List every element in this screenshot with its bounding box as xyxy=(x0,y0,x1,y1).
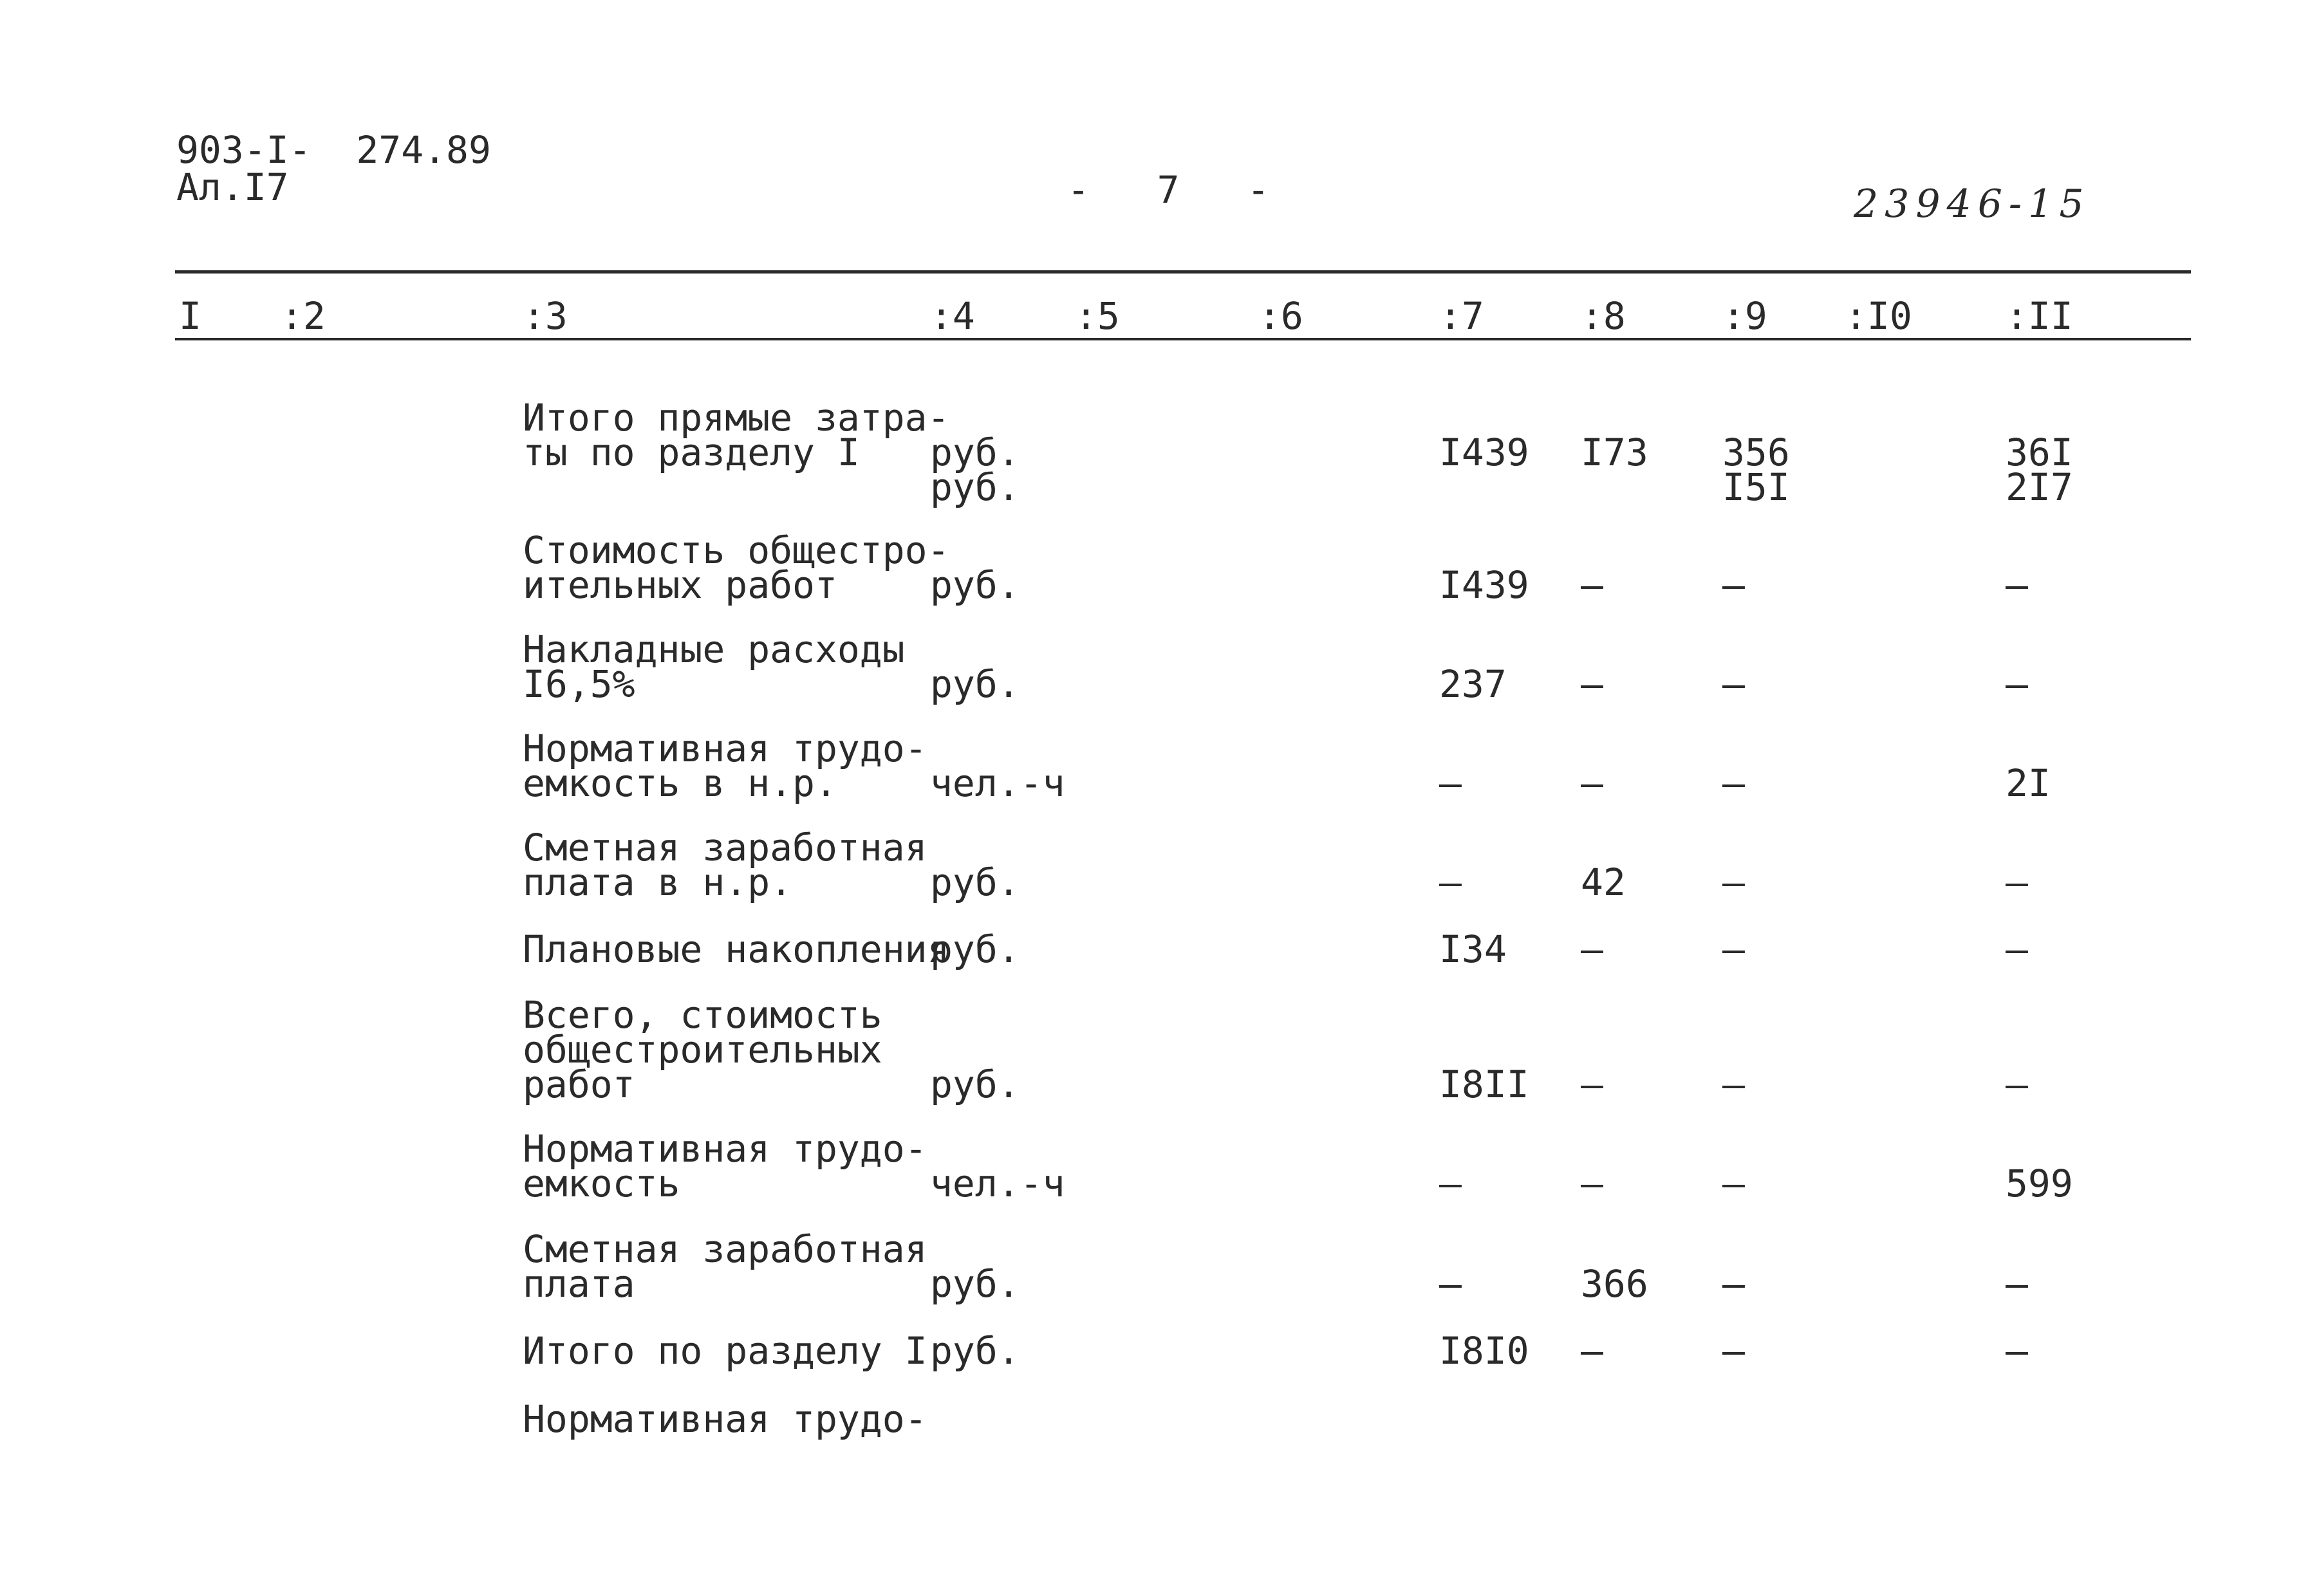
row-value-col11: – xyxy=(2006,1262,2028,1306)
column-header-9: :9 xyxy=(1722,294,1767,338)
row-description: Накладные расходы I6,5% xyxy=(523,627,905,706)
row-value-col9: – xyxy=(1722,860,1745,904)
row-description: Нормативная трудо- емкость xyxy=(523,1127,927,1205)
row-value-col9: 356 I5I xyxy=(1722,431,1790,509)
row-value-col7: – xyxy=(1439,1262,1462,1306)
row-value-col7: I8I0 xyxy=(1439,1329,1529,1373)
row-unit: чел.-ч xyxy=(930,1162,1065,1205)
row-description: Плановые накопления xyxy=(523,927,950,971)
column-header-4: :4 xyxy=(930,294,975,338)
row-description: Сметная заработная плата в н.р. xyxy=(523,826,927,904)
row-value-col11: 36I 2I7 xyxy=(2006,431,2073,509)
row-value-col9: – xyxy=(1722,662,1745,706)
row-value-col8: – xyxy=(1581,1329,1603,1373)
row-unit: руб. xyxy=(930,1262,1020,1306)
handwritten-inventory-number: 23946-15 xyxy=(1854,181,2091,227)
row-description: Стоимость общестро- ительных работ xyxy=(523,528,950,607)
row-value-col8: – xyxy=(1581,927,1603,971)
page-number: - 7 - xyxy=(1067,168,1270,212)
row-value-col7: I439 xyxy=(1439,431,1529,474)
row-unit: руб. xyxy=(930,563,1020,607)
row-value-col8: – xyxy=(1581,761,1603,805)
row-value-col7: I34 xyxy=(1439,927,1507,971)
document-code: 903-I- 274.89 xyxy=(176,128,491,172)
row-value-col8: – xyxy=(1581,1162,1603,1205)
row-value-col11: 599 xyxy=(2006,1162,2073,1205)
row-unit: руб. xyxy=(930,860,1020,904)
row-unit: руб. xyxy=(930,927,1020,971)
row-value-col8: – xyxy=(1581,662,1603,706)
row-value-col7: – xyxy=(1439,860,1462,904)
sheet-label: Ал.I7 xyxy=(176,165,289,209)
row-value-col8: I73 xyxy=(1581,431,1648,474)
row-unit: руб. руб. xyxy=(930,431,1020,509)
row-description: Итого прямые затра- ты по разделу I xyxy=(523,396,950,474)
row-value-col11: – xyxy=(2006,927,2028,971)
row-description: Нормативная трудо- xyxy=(523,1397,927,1441)
row-value-col9: – xyxy=(1722,1262,1745,1306)
row-value-col7: – xyxy=(1439,761,1462,805)
row-value-col9: – xyxy=(1722,1162,1745,1205)
column-header-5: :5 xyxy=(1075,294,1120,338)
row-value-col9: – xyxy=(1722,927,1745,971)
row-value-col7: I439 xyxy=(1439,563,1529,607)
row-description: Сметная заработная плата xyxy=(523,1227,927,1306)
row-unit: руб. xyxy=(930,662,1020,706)
column-header-11: :II xyxy=(2006,294,2073,338)
row-unit: руб. xyxy=(930,1329,1020,1373)
column-header-7: :7 xyxy=(1439,294,1484,338)
column-header-8: :8 xyxy=(1581,294,1626,338)
row-value-col9: – xyxy=(1722,563,1745,607)
column-header-1: I xyxy=(179,294,201,338)
row-description: Итого по разделу I xyxy=(523,1329,927,1373)
row-description: Нормативная трудо- емкость в н.р. xyxy=(523,727,927,805)
row-value-col7: 237 xyxy=(1439,662,1507,706)
column-header-2: :2 xyxy=(281,294,326,338)
row-unit: чел.-ч xyxy=(930,761,1065,805)
row-value-col11: – xyxy=(2006,1062,2028,1106)
row-value-col11: 2I xyxy=(2006,761,2051,805)
row-value-col8: – xyxy=(1581,1062,1603,1106)
row-value-col8: 42 xyxy=(1581,860,1626,904)
row-value-col9: – xyxy=(1722,1329,1745,1373)
row-value-col9: – xyxy=(1722,761,1745,805)
column-header-6: :6 xyxy=(1258,294,1303,338)
row-description: Всего, стоимость общестроительных работ xyxy=(523,993,882,1106)
row-value-col8: – xyxy=(1581,563,1603,607)
row-value-col9: – xyxy=(1722,1062,1745,1106)
row-value-col7: – xyxy=(1439,1162,1462,1205)
row-value-col11: – xyxy=(2006,662,2028,706)
row-value-col7: I8II xyxy=(1439,1062,1529,1106)
row-value-col11: – xyxy=(2006,860,2028,904)
row-value-col11: – xyxy=(2006,1329,2028,1373)
column-header-10: :I0 xyxy=(1845,294,1912,338)
column-header-3: :3 xyxy=(523,294,568,338)
row-value-col8: 366 xyxy=(1581,1262,1648,1306)
row-value-col11: – xyxy=(2006,563,2028,607)
row-unit: руб. xyxy=(930,1062,1020,1106)
